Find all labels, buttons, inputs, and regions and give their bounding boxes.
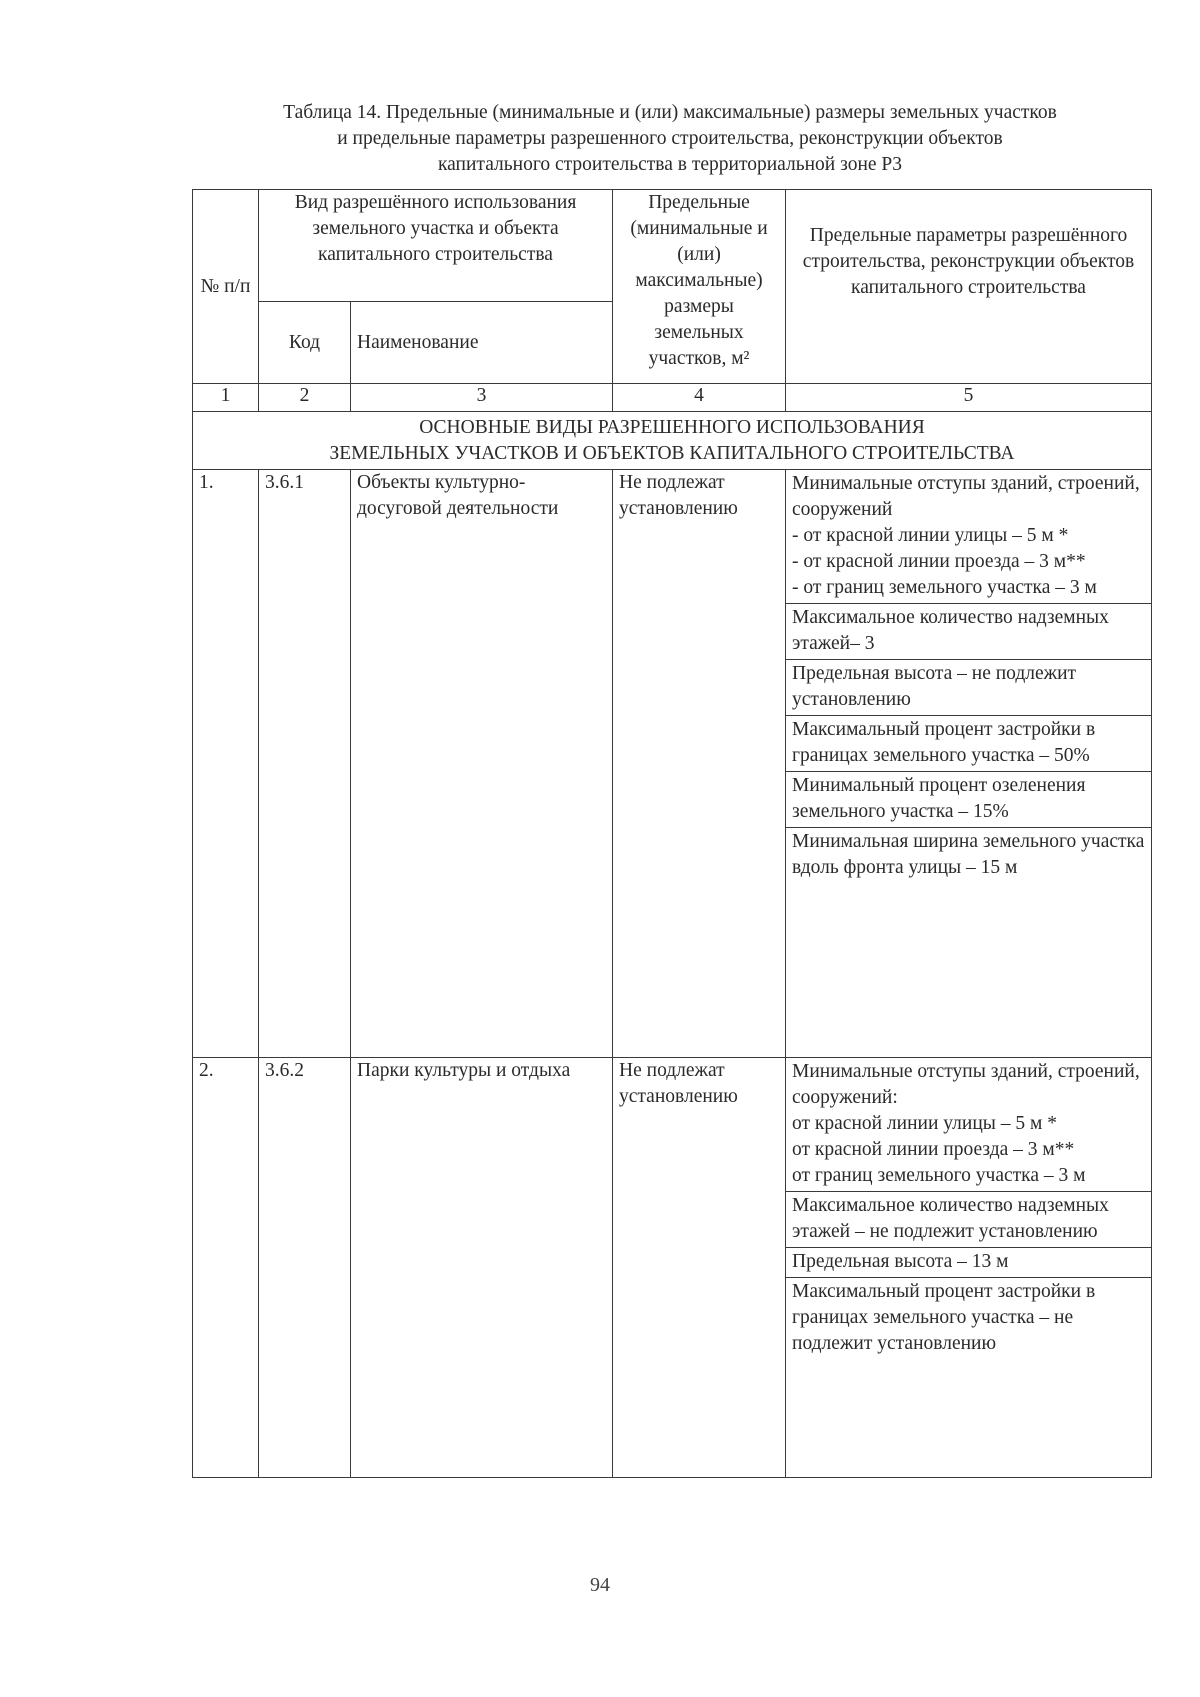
header-num: № п/п (193, 190, 259, 384)
row-code: 3.6.2 (259, 1058, 351, 1478)
page-number: 94 (590, 1574, 610, 1596)
header-name: Наименование (351, 302, 613, 384)
param-item: Максимальный процент застройки в границах земельного участка – не подлежит установлению (792, 1281, 1096, 1354)
row-size: Не подлежат установлению (613, 470, 786, 1058)
param-item: Предельная высота – не подлежит установлению (786, 660, 1151, 716)
section-title-line-1: ОСНОВНЫЕ ВИДЫ РАЗРЕШЕННОГО ИСПОЛЬЗОВАНИЯ (419, 417, 925, 438)
caption-line-1: Таблица 14. Предельные (минимальные и (или) максимальные) размеры земельных участков (283, 102, 1057, 123)
section-title (193, 412, 1152, 470)
column-number-1: 1 (193, 384, 259, 412)
column-number-2: 2 (259, 384, 351, 412)
header-params: Предельные параметры разрешённого строительства, реконструкции объектов капитального строительства (786, 190, 1152, 384)
column-number-4: 4 (613, 384, 786, 412)
header-code: Код (259, 302, 351, 384)
row-num: 2. (193, 1058, 259, 1478)
header-sizes: Предельные (минимальные и (или) максимальные) размеры земельных участков, м² (613, 190, 786, 384)
column-number-3: 3 (351, 384, 613, 412)
column-number-5: 5 (786, 384, 1152, 412)
param-item: Минимальные отступы зданий, строений, сооружений: от красной линии улицы – 5 м * от красной линии проезда – 3 м** от границ земельного участка – 3 м (786, 1058, 1151, 1192)
param-item: Минимальный процент озеленения земельного участка – 15% (786, 772, 1151, 828)
row-num: 1. (193, 470, 259, 1058)
param-item: Максимальный процент застройки в границах земельного участка – 50% (786, 716, 1151, 772)
row-name: Парки культуры и отдыха (351, 1058, 613, 1478)
row-name: Объекты культурно-досуговой деятельности (351, 470, 613, 1058)
param-item: Максимальное количество надземных этажей – не подлежит установлению (786, 1192, 1151, 1248)
row-code: 3.6.1 (259, 470, 351, 1058)
param-item: Минимальные отступы зданий, строений, сооружений - от красной линии улицы – 5 м * - от красной линии проезда – 3 м** - от границ земельного участка – 3 м (786, 470, 1151, 604)
section-title-line-2: ЗЕМЕЛЬНЫХ УЧАСТКОВ И ОБЪЕКТОВ КАПИТАЛЬНОГО СТРОИТЕЛЬСТВА (329, 443, 1015, 464)
table-row (193, 470, 1152, 1058)
regulations-table (192, 189, 1152, 1478)
header-use-type: Вид разрешённого использования земельного участка и объекта капитального строительства (259, 190, 613, 302)
caption-line-3: капитального строительства в территориальной зоне Р3 (437, 154, 903, 175)
param-item: Минимальная ширина земельного участка вдоль фронта улицы – 15 м (792, 831, 1145, 878)
row-params (786, 470, 1152, 1058)
param-item: Максимальное количество надземных этажей– 3 (786, 604, 1151, 660)
param-item: Предельная высота – 13 м (786, 1248, 1151, 1278)
caption-line-2: и предельные параметры разрешенного строительства, реконструкции объектов (337, 128, 1003, 149)
table-caption (180, 100, 1160, 178)
row-params (786, 1058, 1152, 1478)
table-row (193, 1058, 1152, 1478)
row-size: Не подлежат установлению (613, 1058, 786, 1478)
